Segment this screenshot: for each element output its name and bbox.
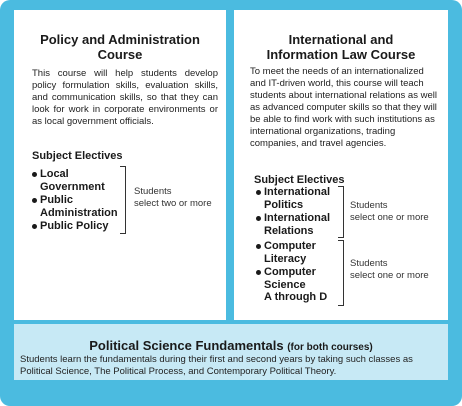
- bullet-icon: [256, 190, 261, 195]
- card-title-line: International and: [288, 32, 394, 47]
- elective-label: A through D: [264, 291, 328, 303]
- elective-label: Relations: [264, 224, 314, 237]
- elective-label: Literacy: [264, 252, 307, 265]
- grouping-bracket: [338, 240, 344, 306]
- fundamentals-title-suffix: (for both courses): [287, 342, 373, 353]
- elective-item: [32, 220, 108, 233]
- card-title-line: Policy and Administration: [40, 32, 200, 47]
- elective-item: [32, 168, 105, 193]
- bullet-icon: [256, 270, 261, 275]
- fundamentals-title-text: Political Science Fundamentals: [89, 338, 284, 353]
- grouping-bracket: [338, 186, 344, 238]
- elective-label: International: [264, 186, 331, 198]
- bullet-icon: [32, 224, 37, 229]
- selection-note: [350, 200, 429, 224]
- note-line: select one or more: [350, 212, 429, 223]
- note-line: Students: [350, 258, 388, 269]
- card-title: [234, 32, 448, 62]
- card-title-line: Course: [97, 47, 143, 62]
- elective-item: [256, 266, 327, 304]
- elective-label: Politics: [264, 198, 304, 211]
- selection-note: [350, 258, 429, 282]
- selection-note: [134, 186, 212, 210]
- elective-label: Public Policy: [40, 220, 109, 232]
- elective-label: Science: [264, 278, 306, 291]
- bullet-icon: [32, 172, 37, 177]
- course-description: This course will help students develop policy formulation skills, evaluation skills, and communication skills, so that they can look for work in corporate environments or as local government officials.: [32, 68, 218, 127]
- note-line: select one or more: [350, 270, 429, 281]
- elective-item: [32, 194, 118, 219]
- note-line: select two or more: [134, 198, 212, 209]
- elective-label: Computer: [264, 266, 316, 278]
- note-line: Students: [350, 200, 388, 211]
- elective-label: Public: [40, 194, 74, 206]
- bullet-icon: [256, 244, 261, 249]
- electives-heading: Subject Electives: [254, 174, 345, 186]
- card-title-line: Information Law Course: [266, 47, 416, 62]
- fundamentals-title: [14, 338, 448, 353]
- course-description: To meet the needs of an internationalized and IT-driven world, this course will teach students about international relations as well as advanced computer skills so that they will be able to find work with such institutions as international organizations, trading companies, and travel agencies.: [250, 66, 437, 149]
- policy-administration-card: [14, 10, 226, 320]
- fundamentals-panel: [14, 324, 448, 380]
- electives-heading: Subject Electives: [32, 150, 123, 162]
- elective-item: [256, 186, 330, 211]
- elective-label: Computer: [264, 240, 316, 252]
- fundamentals-description: Students learn the fundamentals during their first and second years by taking such classes as Political Science, The Political Process, and Contemporary Political Theory.: [20, 354, 413, 377]
- bullet-icon: [32, 198, 37, 203]
- elective-item: [256, 212, 330, 237]
- international-law-card: [234, 10, 448, 320]
- elective-label: Administration: [40, 206, 118, 219]
- card-title: [14, 32, 226, 62]
- elective-label: Government: [40, 180, 105, 193]
- elective-item: [256, 240, 316, 265]
- grouping-bracket: [120, 166, 126, 234]
- elective-label: International: [264, 212, 331, 224]
- elective-label: Local: [40, 168, 69, 180]
- note-line: Students: [134, 186, 172, 197]
- bullet-icon: [256, 216, 261, 221]
